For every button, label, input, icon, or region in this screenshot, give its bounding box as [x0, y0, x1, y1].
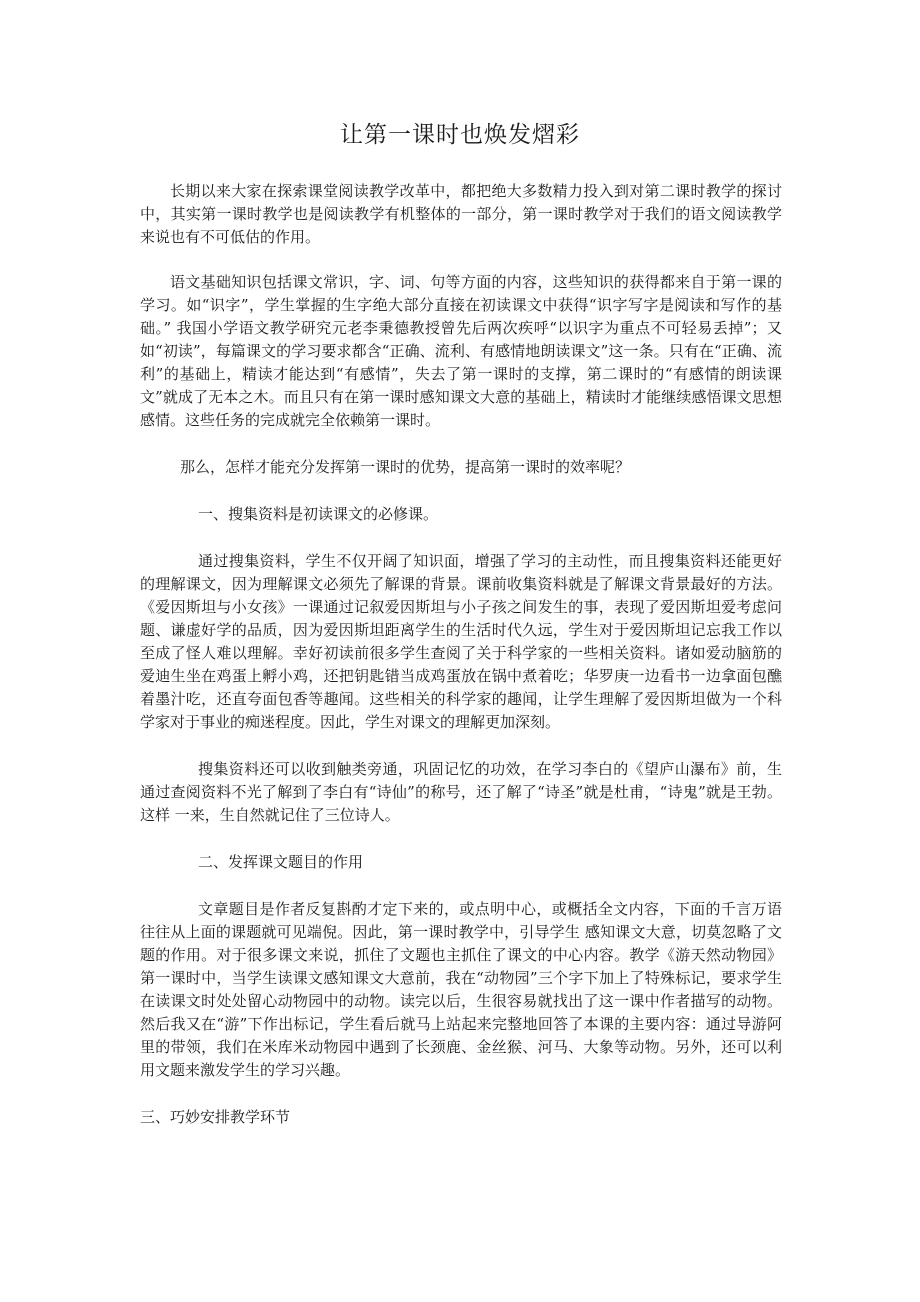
section-heading-3: 三、巧妙安排教学环节	[140, 1108, 291, 1126]
paragraph-materials: 通过搜集资料，学生不仅开阔了知识面，增强了学习的主动性，而且搜集资料还能更好的理解课文，因为理解课文必须先了解课的背景。课前收集资料就是了解课文背景最好的方法。《爱因斯坦与小女孩》一课通过记叙爱因斯坦与小子孩之间发生的事，表现了爱因斯坦爱考虑问题、谦虚好学的品质，因为爱因斯坦距离学生的生活时代久远，学生对于爱因斯坦记忘我工作以至成了怪人难以理解。幸好初读前很多学生查阅了关于科学家的一些相关资料。诸如爱动脑筋的爱迪生坐在鸡蛋上孵小鸡，还把钥匙错当成鸡蛋放在锅中煮着吃；华罗庚一边看书一边拿面包醮着墨汁吃，还直夸面包香等趣闻。这些相关的科学家的趣闻，让学生理解了爱因斯坦做为一个科学家对于事业的痴迷程度。因此，学生对课文的理解更加深刻。	[140, 552, 782, 731]
document-body	[140, 180, 782, 1129]
paragraph-analogy: 搜集资料还可以收到触类旁通，巩固记忆的功效，在学习李白的《望庐山瀑布》前，生通过查阅资料不光了解到了李白有“诗仙”的称号，还了解了“诗圣”就是杜甫，“诗鬼”就是王勃。这样 一来，生自然就记住了三位诗人。	[140, 760, 782, 824]
document-title: 让第一课时也焕发熠彩	[340, 122, 580, 148]
paragraph-question: 那么，怎样才能充分发挥第一课时的优势，提高第一课时的效率呢？	[180, 458, 631, 476]
paragraph-basics: 语文基础知识包括课文常识，字、词、句等方面的内容，这些知识的获得都来自于第一课的学习。如“识字”，学生掌握的生字绝大部分直接在初读课文中获得“识字写字是阅读和写作的基础。” 我国小学语文教学研究元老李秉德教授曾先后两次疾呼“以识字为重点不可轻易丢掉”；又如“初读”，每篇课文的学习要求都含“正确、流利、有感情地朗读课文”这一条。只有在“正确、流利”的基础上，精读才能达到“有感情”，失去了第一课时的支撑，第二课时的“有感情的朗读课文”就成了无本之木。而且只有在第一课时感知课文大意的基础上，精读时才能继续感悟课文思想感情。这些任务的完成就完全依赖第一课时。	[140, 273, 782, 429]
section-heading-1: 一、搜集资料是初读课文的必修课。	[198, 505, 439, 523]
section-heading-2: 二、发挥课文题目的作用	[198, 853, 364, 871]
paragraph-titles: 文章题目是作者反复斟酌才定下来的，或点明中心，或概括全文内容，下面的千言万语往往从上面的课题就可见端倪。因此，第一课时教学中，引导学生 感知课文大意，切莫忽略了文题的作用。对于很多课文来说，抓住了文题也主抓住了课文的中心内容。教学《游天然动物园》第一课时中，当学生读课文感知课文大意前，我在“动物园”三个字下加上了特殊标记，要求学生在读课文时处处留心动物园中的动物。读完以后，生很容易就找出了这一课中作者描写的动物。然后我又在“游”下作出标记，学生看后就马上站起来完整地回答了本课的主要内容：通过导游阿里的带领，我们在米库米动物园中遇到了长颈鹿、金丝猴、河马、大象等动物。另外，还可以利用文题来激发学生的学习兴趣。	[140, 900, 782, 1079]
paragraph-intro: 长期以来大家在探索课堂阅读教学改革中，都把绝大多数精力投入到对第二课时教学的探讨中，其实第一课时教学也是阅读教学有机整体的一部分，第一课时教学对于我们的语文阅读教学来说也有不可低估的作用。	[140, 182, 782, 246]
